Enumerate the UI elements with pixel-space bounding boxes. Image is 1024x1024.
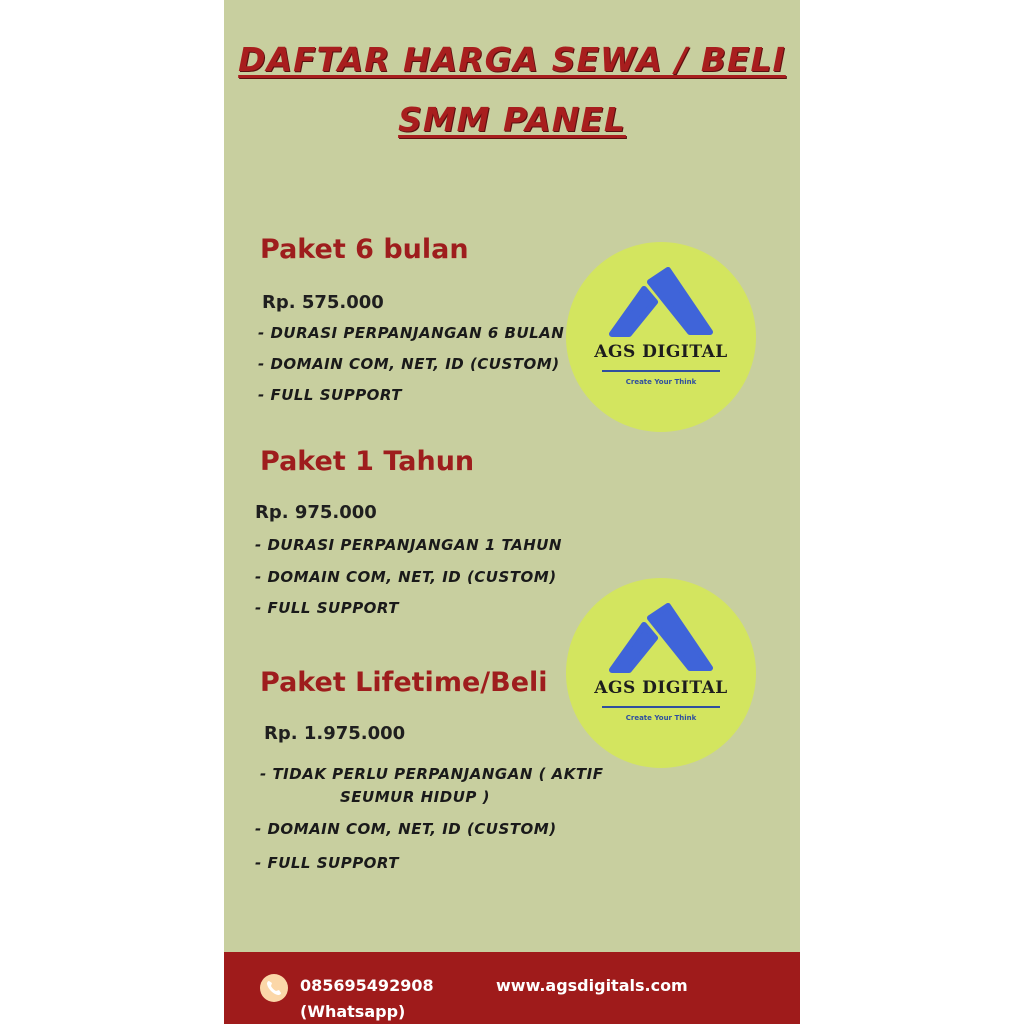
package-3-price: Rp. 1.975.000	[264, 723, 406, 744]
logo-name: AGS DIGITAL	[594, 342, 728, 362]
package-1-price: Rp. 575.000	[262, 292, 384, 313]
package-3-feature-1: - TIDAK PERLU PERPANJANGAN ( AKTIF	[260, 765, 604, 783]
logo-tagline: Create Your Think	[625, 714, 697, 722]
price-list-poster	[224, 0, 800, 1024]
package-1-feature-3: - FULL SUPPORT	[258, 386, 403, 404]
package-3-feature-1-cont: SEUMUR HIDUP )	[340, 788, 490, 806]
package-2-price: Rp. 975.000	[255, 502, 377, 523]
package-2-feature-2: - DOMAIN COM, NET, ID (CUSTOM)	[255, 568, 557, 586]
package-3-name: Paket Lifetime/Beli	[260, 667, 548, 698]
logo-tagline: Create Your Think	[625, 378, 697, 386]
phone-icon	[260, 974, 288, 1002]
package-1-feature-1: - DURASI PERPANJANGAN 6 BULAN	[258, 324, 565, 342]
contact-footer	[224, 952, 800, 1024]
logo-divider	[602, 370, 720, 372]
package-3-feature-2: - DOMAIN COM, NET, ID (CUSTOM)	[255, 820, 557, 838]
package-1-name: Paket 6 bulan	[260, 234, 469, 265]
ags-mark-icon	[566, 578, 756, 768]
package-1-feature-2: - DOMAIN COM, NET, ID (CUSTOM)	[258, 355, 560, 373]
logo-divider	[602, 706, 720, 708]
title-line-1: DAFTAR HARGA SEWA / BELI	[238, 40, 786, 79]
title-line-2: SMM PANEL	[398, 100, 626, 139]
website-link[interactable]: www.agsdigitals.com	[496, 976, 688, 995]
phone-note: (Whatsapp)	[300, 1002, 406, 1021]
package-3-feature-3: - FULL SUPPORT	[255, 854, 400, 872]
phone-number[interactable]: 085695492908	[300, 976, 434, 995]
ags-digital-logo	[566, 578, 756, 768]
ags-mark-icon	[566, 242, 756, 432]
logo-name: AGS DIGITAL	[594, 678, 728, 698]
package-2-feature-3: - FULL SUPPORT	[255, 599, 400, 617]
ags-digital-logo	[566, 242, 756, 432]
package-2-feature-1: - DURASI PERPANJANGAN 1 TAHUN	[255, 536, 562, 554]
package-2-name: Paket 1 Tahun	[260, 446, 475, 477]
